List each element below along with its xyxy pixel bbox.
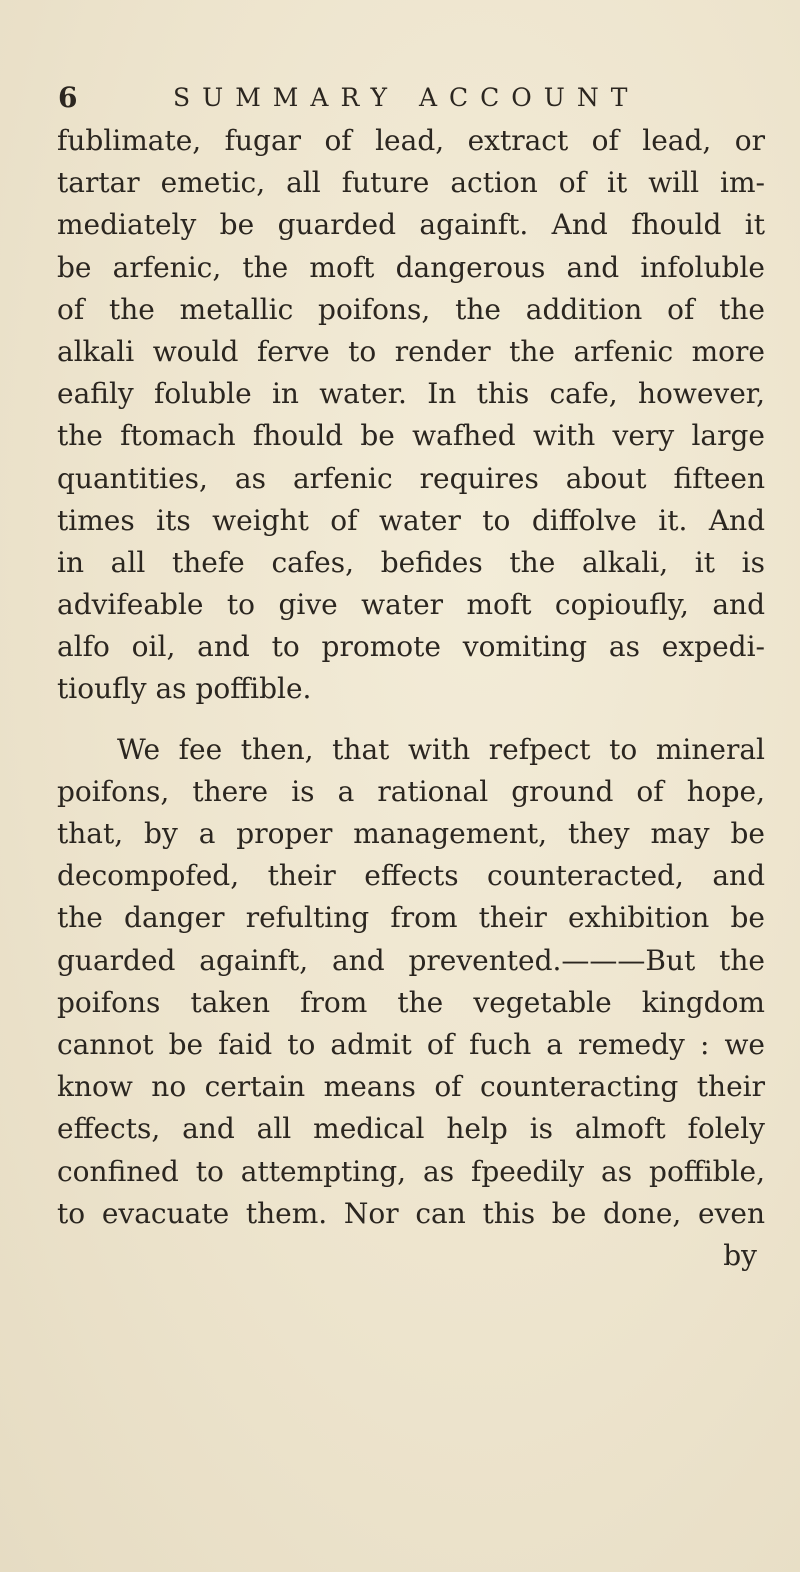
text-line: eafily foluble in water. In this cafe, however,: [57, 377, 765, 411]
text-line: fublimate, fugar of lead, extract of lead, or: [57, 124, 765, 157]
text-line: be arfenic, the moft dangerous and infoluble: [57, 250, 765, 284]
running-head: SUMMARY ACCOUNT: [173, 83, 640, 112]
text-line: the danger refulting from their exhibition be: [57, 901, 765, 935]
body-text: [57, 120, 765, 1277]
text-line: decompofed, their effects counteracted, and: [57, 859, 765, 893]
page-header: [58, 78, 760, 118]
text-line: effects, and all medical help is almoft folely: [57, 1112, 765, 1146]
text-line: guarded againft, and prevented.———But the: [57, 943, 765, 977]
text-line: to evacuate them. Nor can this be done, even: [57, 1196, 765, 1230]
text-line: alfo oil, and to promote vomiting as expedi-: [57, 630, 765, 664]
text-line: times its weight of water to diffolve it. And: [57, 503, 765, 537]
page-number: 6: [58, 81, 78, 114]
text-line: advifeable to give water moft copioufly, and: [57, 588, 765, 622]
text-line: tartar emetic, all future action of it will im-: [57, 166, 765, 200]
paragraph-2: [57, 729, 765, 1235]
catchword: by: [723, 1238, 757, 1272]
text-line: poifons taken from the vegetable kingdom: [57, 985, 765, 1019]
text-line: alkali would ferve to render the arfenic more: [57, 334, 765, 368]
paragraph-spacer: [57, 711, 765, 729]
text-line: the ftomach fhould be wafhed with very large: [57, 419, 765, 453]
text-line: know no certain means of counteracting their: [57, 1070, 765, 1104]
text-line: We fee then, that with refpect to mineral: [117, 732, 765, 766]
text-line: cannot be faid to admit of fuch a remedy : we: [57, 1027, 765, 1061]
text-line: that, by a proper management, they may be: [57, 817, 765, 850]
text-line: quantities, as arfenic requires about fifteen: [57, 461, 765, 495]
text-line: confined to attempting, as fpeedily as poffible,: [57, 1154, 765, 1188]
paragraph-1: [57, 120, 765, 711]
text-line: poifons, there is a rational ground of hope,: [57, 774, 765, 808]
text-line: in all thefe cafes, befides the alkali, it is: [57, 545, 765, 579]
text-line: of the metallic poifons, the addition of the: [57, 292, 765, 326]
text-line: tioufly as poffible.: [57, 672, 312, 706]
text-line: mediately be guarded againft. And fhould it: [57, 208, 765, 242]
